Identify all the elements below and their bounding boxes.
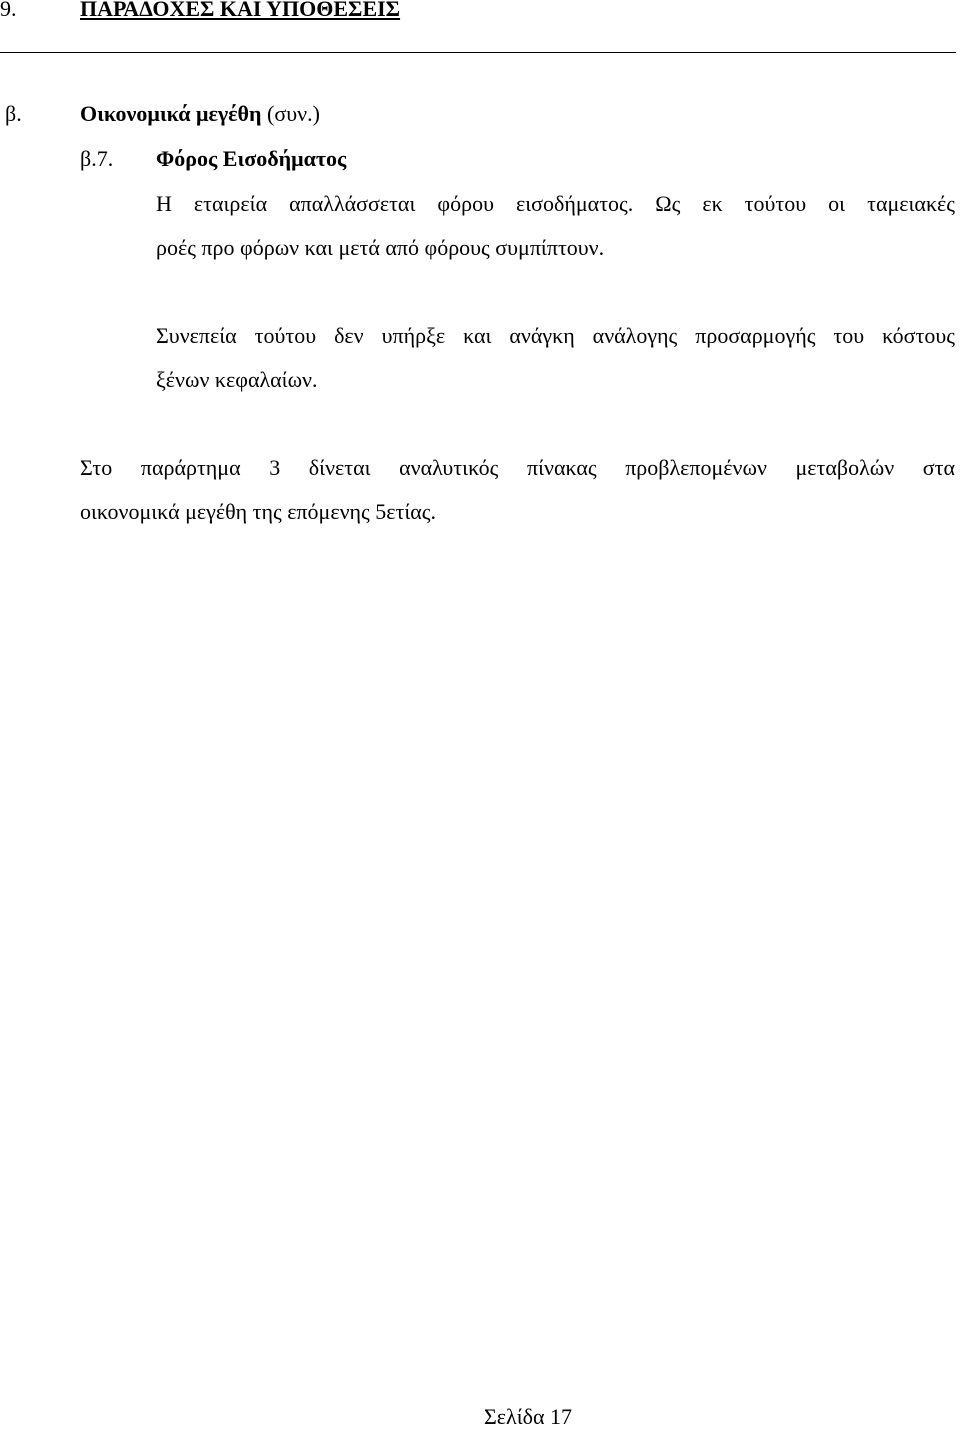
section-title-bold: Οικονομικά μεγέθη xyxy=(80,101,262,126)
section-title-suffix: (συν.) xyxy=(261,101,320,126)
paragraph-income-tax xyxy=(156,182,955,270)
chapter-number: 9. xyxy=(0,0,17,21)
header-rule xyxy=(0,52,956,53)
paragraph-line: Στο παράρτημα 3 δίνεται αναλυτικός πίνακας προβλεπομένων μεταβολών στα xyxy=(80,455,955,480)
page-number: Σελίδα 17 xyxy=(483,1404,573,1429)
subsection-number: β.7. xyxy=(80,146,114,171)
chapter-title: ΠΑΡΑΔΟΧΕΣ ΚΑΙ ΥΠΟΘΕΣΕΙΣ xyxy=(80,0,401,21)
section-letter: β. xyxy=(5,101,22,126)
section-title xyxy=(80,101,320,127)
paragraph-line: Η εταιρεία απαλλάσσεται φόρου εισοδήματος. Ως εκ τούτου οι ταμειακές xyxy=(156,191,955,216)
subsection-title: Φόρος Εισοδήματος xyxy=(156,146,347,171)
paragraph-line: ροές προ φόρων και μετά από φόρους συμπίπτουν. xyxy=(156,235,605,260)
paragraph-line: οικονομικά μεγέθη της επόμενης 5ετίας. xyxy=(80,499,436,524)
paragraph-capital-cost xyxy=(156,314,955,402)
paragraph-line: ξένων κεφαλαίων. xyxy=(156,367,318,392)
paragraph-appendix-reference xyxy=(80,446,955,534)
paragraph-line: Συνεπεία τούτου δεν υπήρξε και ανάγκη ανάλογης προσαρμογής του κόστους xyxy=(156,323,955,348)
